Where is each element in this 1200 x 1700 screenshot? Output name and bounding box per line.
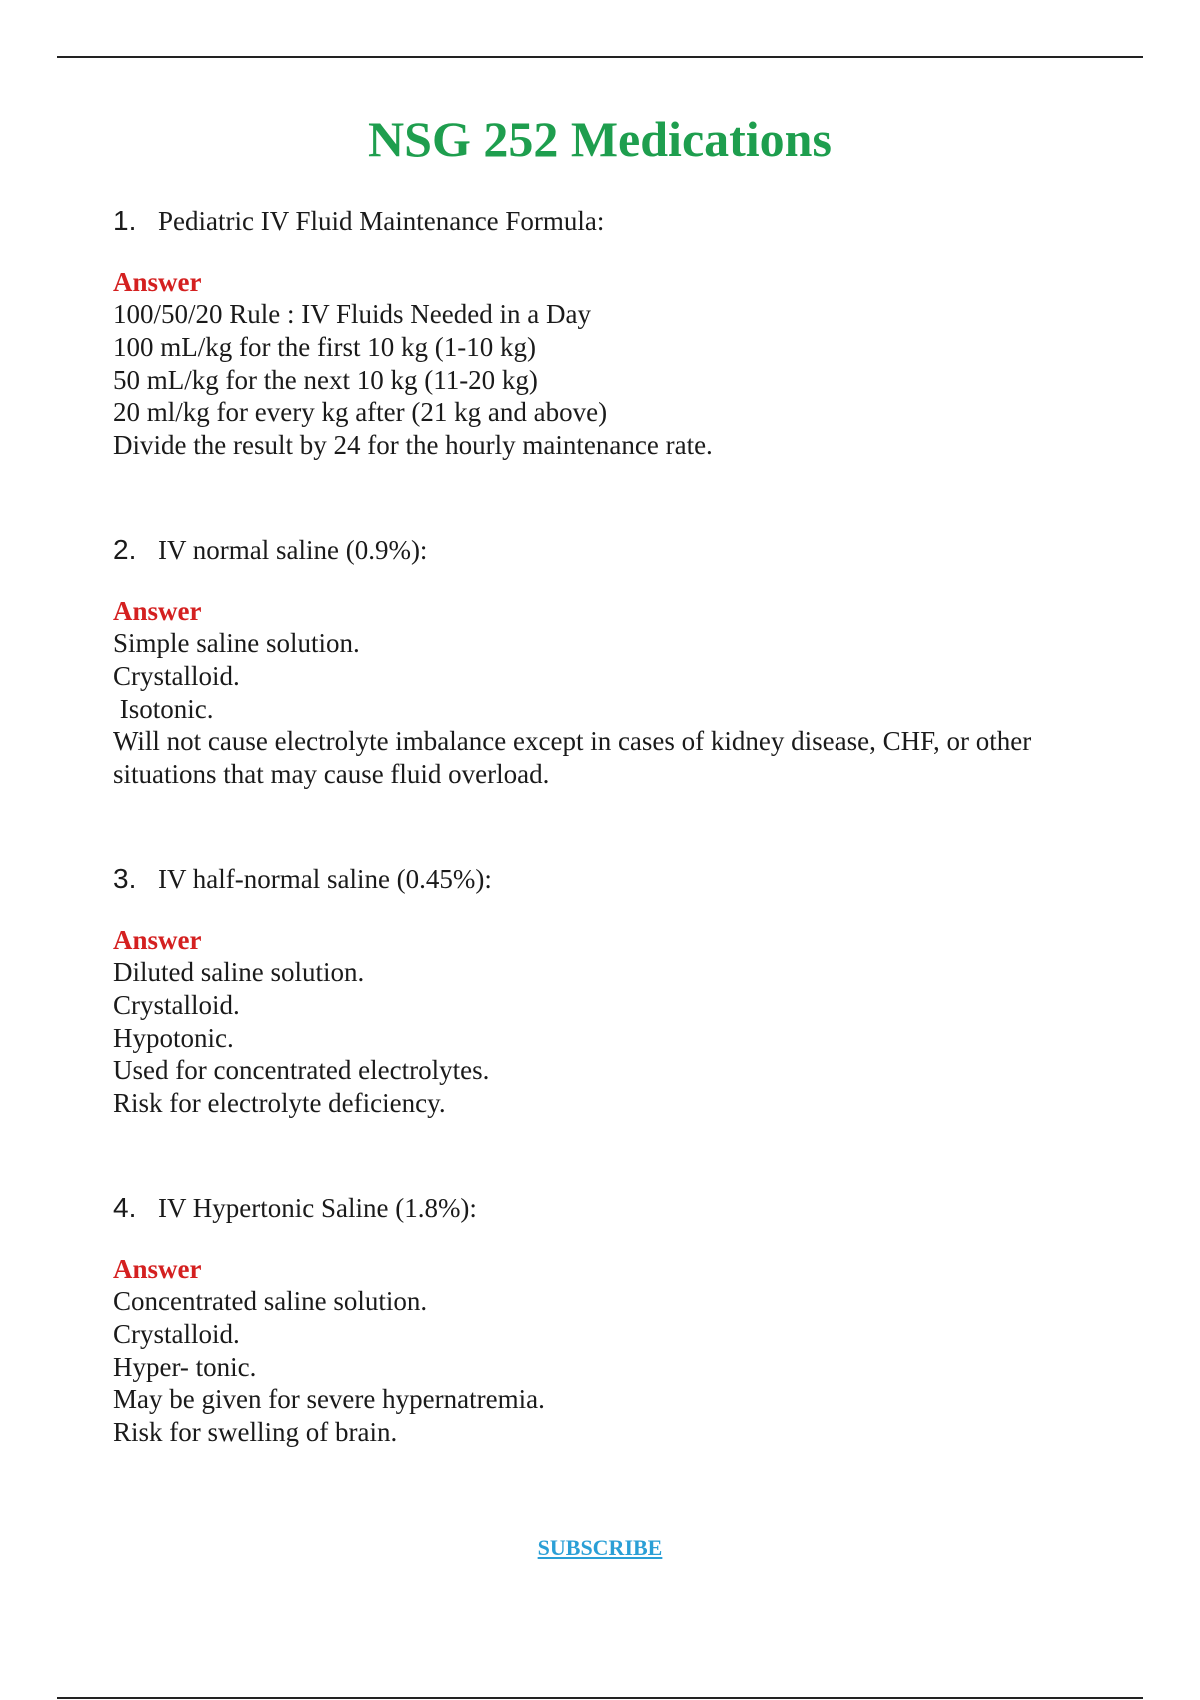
answer-lines [113, 956, 1113, 1120]
answer-label: Answer [113, 596, 202, 626]
subscribe-link[interactable]: SUBSCRIBE [537, 1535, 663, 1560]
answer-line: Risk for swelling of brain. [113, 1417, 398, 1448]
answer-line: Crystalloid. [113, 1318, 240, 1349]
answer-line: Used for concentrated electrolytes. [113, 1055, 490, 1086]
answer-label: Answer [113, 925, 202, 955]
question-heading [113, 862, 1113, 896]
question-number: 2. [113, 534, 137, 565]
top-rule [57, 56, 1143, 58]
answer-line: 50 mL/kg for the next 10 kg (11-20 kg) [113, 364, 538, 395]
question-text: IV normal saline (0.9%): [158, 535, 428, 565]
answer-line: 100 mL/kg for the first 10 kg (1-10 kg) [113, 331, 536, 362]
answer-line: situations that may cause fluid overload. [113, 759, 550, 790]
answer-lines [113, 1285, 1113, 1449]
question-2 [113, 533, 1113, 791]
answer-label: Answer [113, 267, 202, 297]
question-number: 1. [113, 205, 137, 236]
answer-lines [113, 298, 1113, 462]
answer-line: Simple saline solution. [113, 628, 360, 658]
answer-line: Hypotonic. [113, 1022, 234, 1053]
question-heading [113, 1191, 1113, 1225]
answer-line: Hyper- tonic. [113, 1351, 257, 1382]
question-text: Pediatric IV Fluid Maintenance Formula: [158, 206, 605, 236]
answer-line: Risk for electrolyte deficiency. [113, 1088, 446, 1119]
answer-line: Crystalloid. [113, 660, 240, 691]
question-4 [113, 1191, 1113, 1449]
answer-line: Isotonic. [113, 693, 214, 724]
question-number: 4. [113, 1192, 137, 1223]
answer-label: Answer [113, 1254, 202, 1284]
question-text: IV Hypertonic Saline (1.8%): [158, 1193, 477, 1223]
page-title: NSG 252 Medications [368, 111, 832, 167]
answer-line: 20 ml/kg for every kg after (21 kg and above) [113, 397, 608, 428]
question-1 [113, 204, 1113, 462]
answer-lines [113, 627, 1113, 791]
question-3 [113, 862, 1113, 1120]
answer-line: Crystalloid. [113, 989, 240, 1020]
question-number: 3. [113, 863, 137, 894]
answer-line: 100/50/20 Rule : IV Fluids Needed in a Day [113, 299, 591, 329]
answer-line: Will not cause electrolyte imbalance except in cases of kidney disease, CHF, or other [113, 726, 1032, 757]
question-heading [113, 533, 1113, 567]
answer-line: Concentrated saline solution. [113, 1286, 428, 1316]
bottom-rule [57, 1697, 1143, 1699]
answer-line: Diluted saline solution. [113, 957, 365, 987]
question-text: IV half-normal saline (0.45%): [158, 864, 492, 894]
question-heading [113, 204, 1113, 238]
answer-line: Divide the result by 24 for the hourly maintenance rate. [113, 430, 713, 461]
answer-line: May be given for severe hypernatremia. [113, 1384, 545, 1415]
